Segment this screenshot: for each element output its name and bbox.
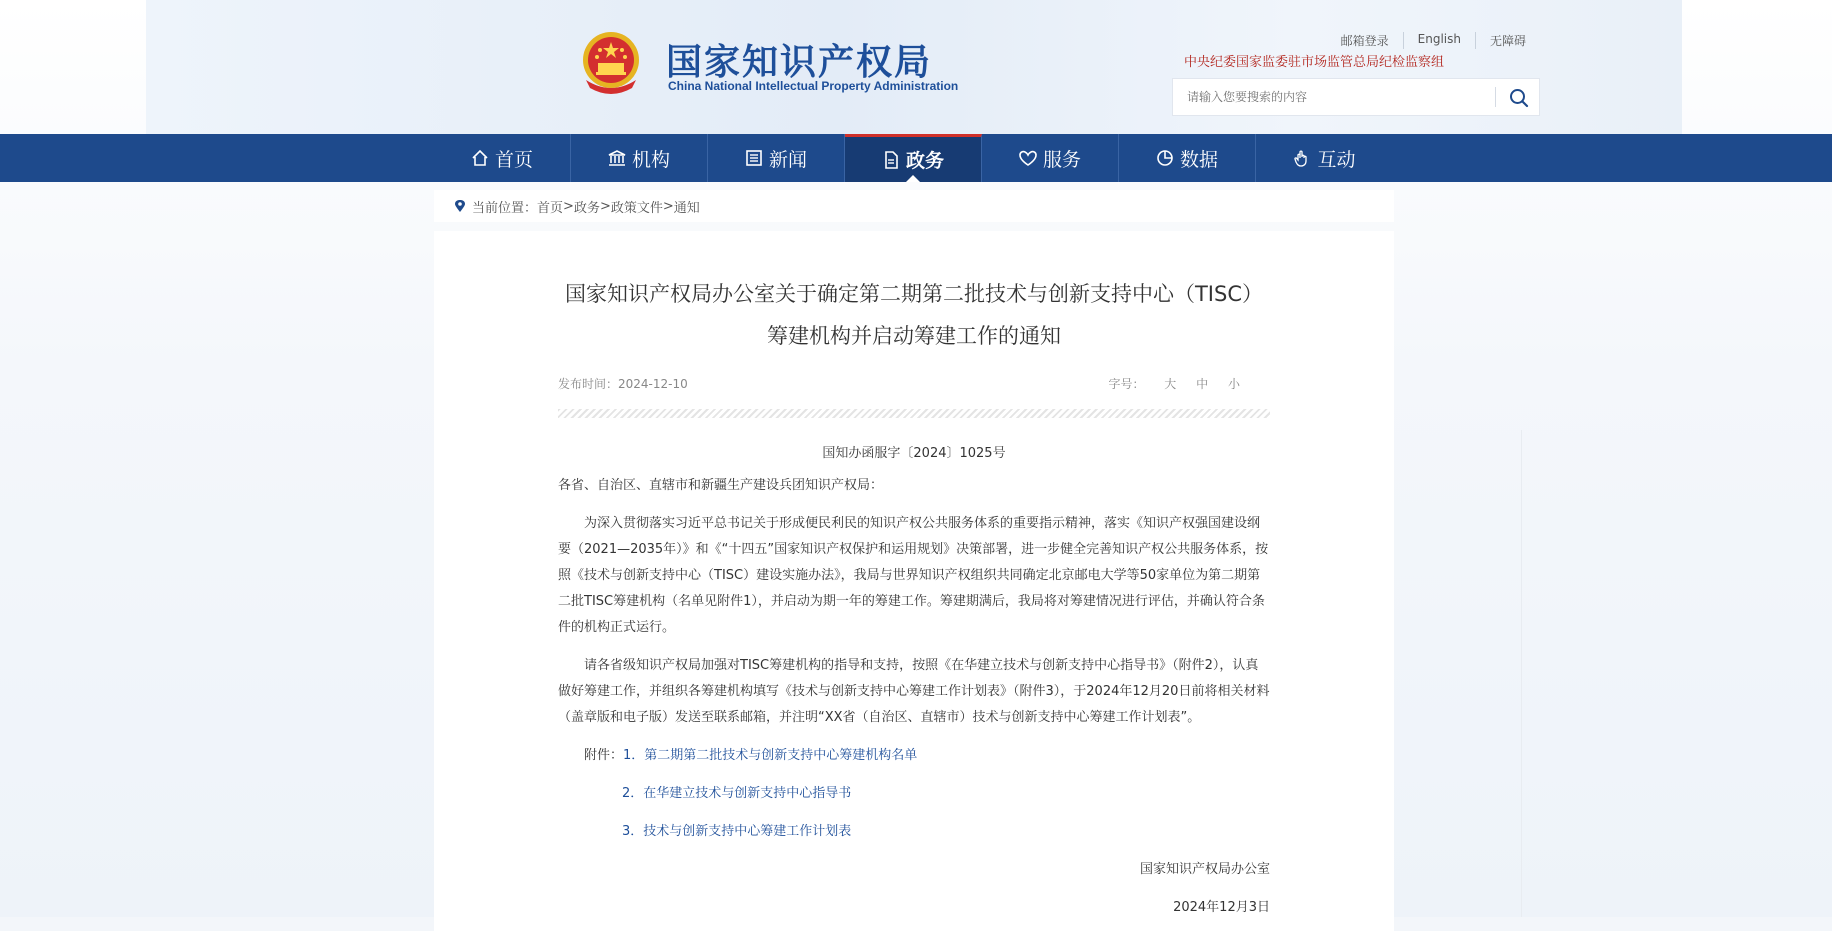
breadcrumb-notice[interactable]: 通知 — [673, 200, 700, 216]
search-input[interactable] — [1173, 79, 1493, 115]
breadcrumb-separator: > — [563, 198, 574, 214]
document-number: 国知办函服字〔2024〕1025号 — [822, 446, 1006, 461]
location-pin-icon — [454, 199, 466, 213]
breadcrumb-separator: > — [662, 198, 674, 214]
breadcrumb-government-affairs[interactable]: 政务 — [573, 200, 600, 216]
nav-label: 服务 — [1042, 148, 1081, 171]
search-icon[interactable] — [1508, 87, 1530, 109]
header-inner — [580, 0, 1540, 134]
service-icon — [1019, 149, 1037, 167]
nav-label: 机构 — [631, 148, 670, 171]
sign-date: 2024年12月3日 — [1173, 900, 1270, 915]
document-icon — [882, 151, 900, 169]
search-box — [1172, 78, 1540, 116]
attachment-link-3[interactable]: 3．技术与创新支持中心筹建工作计划表 — [622, 824, 852, 839]
breadcrumb — [434, 190, 1394, 222]
font-size-small[interactable]: 小 — [1227, 377, 1240, 391]
pie-chart-icon — [1156, 149, 1174, 167]
attachments-label: 附件： — [584, 748, 624, 763]
font-size-large[interactable]: 大 — [1164, 377, 1177, 391]
paragraph-2: 请各省级知识产权局加强对TISC筹建机构的指导和支持，按照《在华建立技术与创新支持中心指导书》（附件2），认真做好筹建工作，并组织各筹建机构填写《技术与创新支持中心筹建工作计划表》（附件3），于2024年12月20日前将相关材料（盖章版和电子版）发送至联系邮箱，并注明“XX省（自治区、直辖市）技术与创新支持中心筹建工作计划表”。 — [558, 658, 1270, 725]
nav-inner — [434, 134, 1394, 182]
signature: 国家知识产权局办公室 — [1139, 862, 1270, 877]
national-emblem-icon — [580, 30, 642, 96]
attachment-row — [558, 781, 1270, 807]
logo-chinese-name[interactable]: 国家知识产权局 — [666, 42, 933, 83]
nav-item-data[interactable] — [1119, 134, 1256, 182]
nav-label: 互动 — [1317, 148, 1356, 171]
accessibility-link[interactable]: 无障碍 — [1475, 32, 1540, 49]
nav-label: 首页 — [494, 148, 533, 171]
nav-item-service[interactable] — [982, 134, 1119, 182]
nav-item-institution[interactable] — [571, 134, 708, 182]
logo-english-name[interactable]: China National Intellectual Property Administration — [668, 79, 959, 93]
institution-icon — [608, 149, 626, 167]
breadcrumb-separator: > — [599, 198, 611, 214]
nav-item-home[interactable] — [434, 134, 571, 182]
paragraph-1: 为深入贯彻落实习近平总书记关于形成便民利民的知识产权公共服务体系的重要指示精神，落实《知识产权强国建设纲要（2021—2035年）》和《“十四五”国家知识产权保护和运用规划》决策部署，进一步健全完善知识产权公共服务体系，按照《技术与创新支持中心（TISC）建设实施办法》，我局与世界知识产权组织共同确定北京邮电大学等50家单位为第二期第二批TISC筹建机构（名单见附件1），并启动为期一年的筹建工作。筹建期满后，我局将对筹建情况进行评估，并确认符合条件的机构正式运行。 — [558, 516, 1269, 635]
attachment-link-2[interactable]: 2．在华建立技术与创新支持中心指导书 — [622, 786, 852, 801]
main-nav — [0, 134, 1832, 182]
nav-item-government-affairs[interactable] — [845, 134, 982, 182]
breadcrumb-home[interactable]: 首页 — [537, 200, 564, 216]
nav-item-news[interactable] — [708, 134, 845, 182]
home-icon — [471, 149, 489, 167]
search-divider — [1495, 87, 1496, 107]
salutation: 各省、自治区、直辖市和新疆生产建设兵团知识产权局： — [558, 478, 884, 493]
mail-login-link[interactable]: 邮箱登录 — [1340, 34, 1389, 48]
breadcrumb-policy-documents[interactable]: 政策文件 — [610, 200, 663, 216]
top-links — [1327, 32, 1540, 49]
title-divider — [558, 409, 1270, 418]
content-panel — [434, 231, 1394, 931]
site-header — [146, 0, 1682, 134]
news-icon — [745, 149, 763, 167]
nav-item-interaction[interactable] — [1256, 134, 1393, 182]
breadcrumb-prefix: 当前位置： — [472, 200, 538, 216]
article-title: 国家知识产权局办公室关于确定第二期第二批技术与创新支持中心（TISC）筹建机构并启动筹建工作的通知 — [564, 282, 1263, 348]
decorative-divider — [1521, 430, 1522, 917]
attachment-row — [558, 743, 1270, 769]
english-link[interactable]: English — [1403, 32, 1475, 49]
article — [558, 231, 1270, 921]
font-size-medium[interactable]: 中 — [1196, 377, 1209, 391]
publish-time: 发布时间：2024-12-10 — [558, 377, 688, 391]
hand-pointer-icon — [1293, 149, 1311, 167]
nav-label: 数据 — [1179, 148, 1218, 171]
attachment-row — [558, 819, 1270, 845]
nav-label: 政务 — [905, 150, 944, 172]
font-size-label: 字号： — [1108, 377, 1145, 391]
font-size-switcher — [1108, 375, 1240, 392]
discipline-inspection-link[interactable]: 中央纪委国家监委驻市场监管总局纪检监察组 — [1183, 55, 1444, 70]
article-meta — [558, 375, 1270, 399]
attachment-link-1[interactable]: 1．第二期第二批技术与创新支持中心筹建机构名单 — [623, 748, 918, 763]
nav-label: 新闻 — [768, 148, 807, 171]
